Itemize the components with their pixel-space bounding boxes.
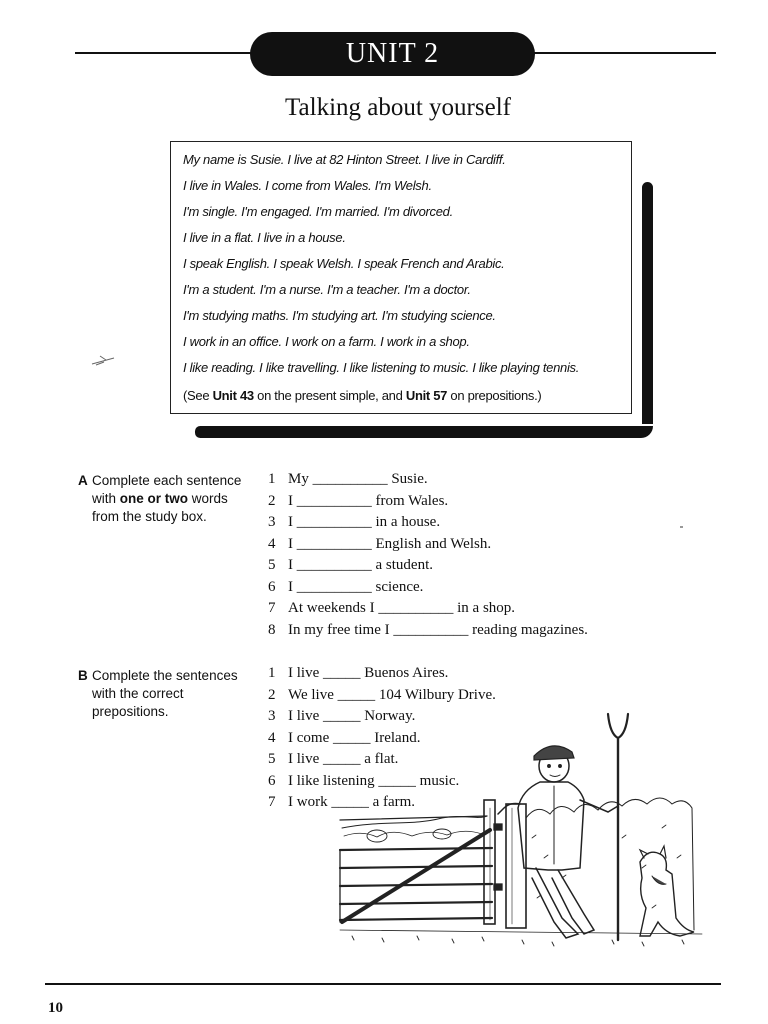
page-title: Talking about yourself — [285, 94, 511, 121]
exercise-letter: B — [78, 668, 88, 683]
exercise-item: 2 I __________ from Wales. — [268, 492, 449, 509]
study-box-shadow-bottom — [195, 426, 653, 438]
exercise-a-instructions: A Complete each sentence with one or two words from the study box. — [78, 473, 242, 524]
answer-blank[interactable]: __________ — [296, 514, 372, 530]
answer-blank[interactable]: __________ — [296, 578, 372, 595]
pen-mark-icon — [90, 352, 116, 368]
exercise-item: 5 I live _____ a flat. — [268, 751, 399, 767]
study-line: I work in an office. I work on a farm. I work in a shop. — [183, 334, 470, 349]
exercise-letter: A — [78, 473, 88, 488]
study-line: I'm studying maths. I'm studying art. I'm studying science. — [183, 308, 496, 323]
footer-rule — [45, 983, 721, 985]
study-line: I live in Wales. I come from Wales. I'm Welsh. — [183, 178, 432, 193]
exercise-item: 5 I __________ a student. — [268, 557, 433, 573]
answer-blank[interactable]: _____ — [323, 751, 361, 767]
exercise-item: 7 At weekends I __________ in a shop. — [268, 600, 516, 616]
answer-blank[interactable]: _____ — [323, 665, 361, 681]
exercise-item: 7 I work _____ a farm. — [268, 794, 416, 810]
answer-blank[interactable]: __________ — [393, 621, 469, 638]
study-line: I speak English. I speak Welsh. I speak French and Arabic. — [183, 256, 505, 271]
exercise-a-list — [268, 471, 588, 643]
banner-rule-right — [530, 52, 716, 54]
answer-blank[interactable]: __________ — [312, 471, 388, 487]
scan-speck — [680, 526, 683, 528]
exercise-item: 2 We live _____ 104 Wilbury Drive. — [268, 686, 496, 703]
exercise-b-instructions: B Complete the sentences with the correct prepositions. — [78, 668, 238, 719]
page-number: 10 — [48, 1000, 63, 1016]
study-line: I'm a student. I'm a nurse. I'm a teacher. I'm a doctor. — [183, 282, 471, 297]
exercise-item: 4 I come _____ Ireland. — [268, 729, 421, 746]
banner-rule-left — [75, 52, 255, 54]
study-box — [170, 141, 632, 414]
answer-blank[interactable]: _____ — [378, 772, 416, 789]
exercise-item: 1 My __________ Susie. — [268, 471, 428, 487]
exercise-item: 3 I __________ in a house. — [268, 514, 441, 530]
answer-blank[interactable]: _____ — [332, 729, 371, 746]
unit-reference: Unit 57 — [405, 388, 448, 403]
exercise-item: 6 I __________ science. — [268, 578, 424, 595]
study-box-shadow-right — [642, 182, 653, 424]
answer-blank[interactable]: __________ — [296, 557, 372, 573]
exercise-item: 8 In my free time I __________ reading magazines. — [268, 621, 588, 638]
answer-blank[interactable]: __________ — [296, 535, 372, 552]
study-line: I'm single. I'm engaged. I'm married. I'm divorced. — [183, 204, 453, 219]
study-line: I like reading. I like travelling. I like listening to music. I like playing tennis. — [183, 360, 580, 375]
answer-blank[interactable]: _____ — [337, 686, 376, 703]
unit-reference: Unit 43 — [212, 388, 254, 403]
study-line: My name is Susie. I live at 82 Hinton Street. I live in Cardiff. — [183, 152, 506, 167]
unit-label: UNIT 2 — [250, 32, 535, 76]
exercise-item: 3 I live _____ Norway. — [268, 708, 416, 724]
study-line: I live in a flat. I live in a house. — [183, 230, 346, 245]
answer-blank[interactable]: _____ — [323, 708, 361, 724]
exercise-item: 6 I like listening _____ music. — [268, 772, 460, 789]
answer-blank[interactable]: __________ — [378, 600, 454, 616]
exercise-item: 4 I __________ English and Welsh. — [268, 535, 492, 552]
exercise-item: 1 I live _____ Buenos Aires. — [268, 665, 449, 681]
farmer-illustration — [322, 708, 722, 953]
study-box-reference-note: (See Unit 43 on the present simple, and Unit 57 on prepositions.) — [183, 388, 542, 403]
answer-blank[interactable]: __________ — [296, 492, 372, 509]
answer-blank[interactable]: _____ — [331, 794, 369, 810]
